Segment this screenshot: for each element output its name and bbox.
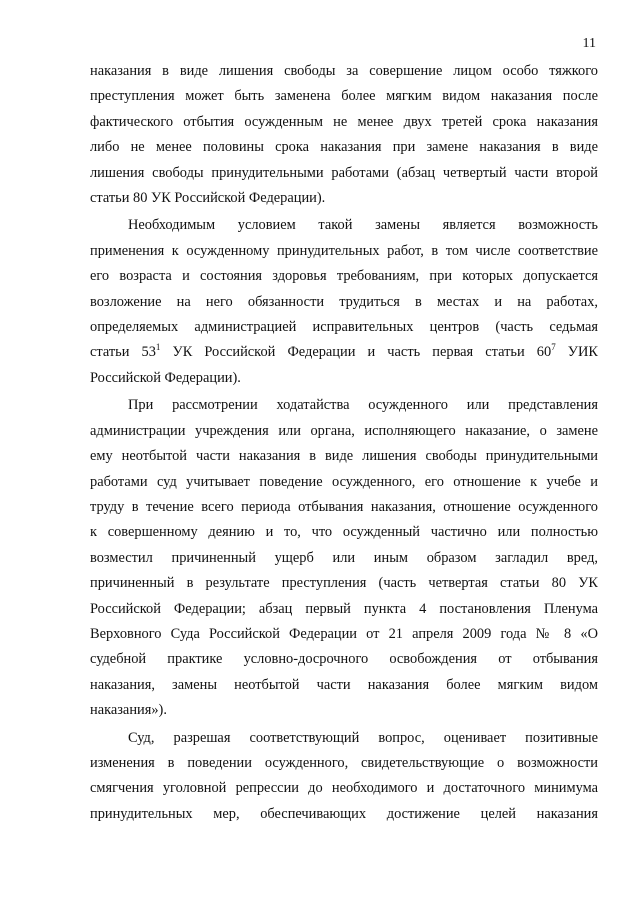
text-line: Российской Федерации; абзац первый пункта 4 постановления Пленума — [90, 600, 598, 617]
document-body — [90, 59, 598, 827]
text-line: Верховного Суда Российской Федерации от 21 апреля 2009 года № 8 «О — [90, 625, 598, 642]
text-fragment: УК Российской Федерации и часть первая статьи 60 — [160, 344, 552, 361]
text-line: применения к осужденному принудительных работ, в том числе соответствие — [90, 242, 598, 259]
text-line: судебной практике условно-досрочного освобождения от отбывания — [90, 651, 598, 668]
paragraph-2 — [90, 213, 598, 391]
text-line: определяемых администрацией исправительных центров (часть седьмая — [90, 319, 598, 336]
text-line: смягчения уголовной репрессии до необходимого и достаточного минимума — [90, 780, 598, 797]
text-line: преступления может быть заменена более мягким видом наказания после — [90, 88, 598, 105]
text-line: труду в течение всего периода отбывания наказания, отношение осужденного — [90, 498, 598, 515]
text-line: ему неотбытой части наказания в виде лишения свободы принудительными — [90, 448, 598, 465]
text-line: Суд, разрешая соответствующий вопрос, оценивает позитивные — [128, 729, 598, 746]
text-line: Необходимым условием такой замены является возможность — [128, 217, 598, 234]
superscript: 7 — [551, 342, 556, 353]
text-line-with-superscripts — [90, 340, 598, 365]
paragraph-3 — [90, 393, 598, 723]
text-line: принудительных мер, обеспечивающих достижение целей наказания — [90, 805, 598, 822]
superscript: 1 — [155, 342, 161, 353]
text-line: Российской Федерации). — [90, 369, 241, 386]
text-fragment: статьи 53 — [90, 344, 156, 361]
text-line: его возраста и состояния здоровья требованиям, при которых допускается — [90, 268, 598, 285]
text-line: При рассмотрении ходатайства осужденного или представления — [128, 397, 598, 414]
paragraph-4 — [90, 726, 598, 828]
text-line: возложение на него обязанности трудиться в местах и на работах, — [90, 293, 598, 310]
text-line: статьи 80 УК Российской Федерации). — [90, 190, 326, 207]
text-line: причиненный в результате преступления (часть четвертая статьи 80 УК — [90, 575, 598, 592]
text-fragment: УИК — [555, 344, 598, 361]
text-line: фактического отбытия осужденным не менее двух третей срока наказания — [90, 113, 598, 130]
text-line: работами суд учитывает поведение осужденного, его отношение к учебе и — [90, 473, 598, 490]
text-line: наказания, замены неотбытой части наказания более мягким видом — [90, 676, 598, 693]
text-line: либо не менее половины срока наказания при замене наказания в виде — [90, 139, 598, 156]
text-line: лишения свободы принудительными работами (абзац четвертый части второй — [90, 164, 598, 181]
page-number: 11 — [582, 36, 596, 51]
text-line: возместил причиненный ущерб или иным образом загладил вред, — [90, 549, 598, 566]
text-line: администрации учреждения или органа, исполняющего наказание, о замене — [90, 422, 598, 439]
text-line: наказания»). — [90, 702, 167, 719]
text-line: изменения в поведении осужденного, свидетельствующие о возможности — [90, 754, 598, 771]
text-line: к совершенному деянию и то, что осужденный частично или полностью — [90, 524, 598, 541]
paragraph-1 — [90, 59, 598, 211]
text-line: наказания в виде лишения свободы за совершение лицом особо тяжкого — [90, 63, 598, 79]
